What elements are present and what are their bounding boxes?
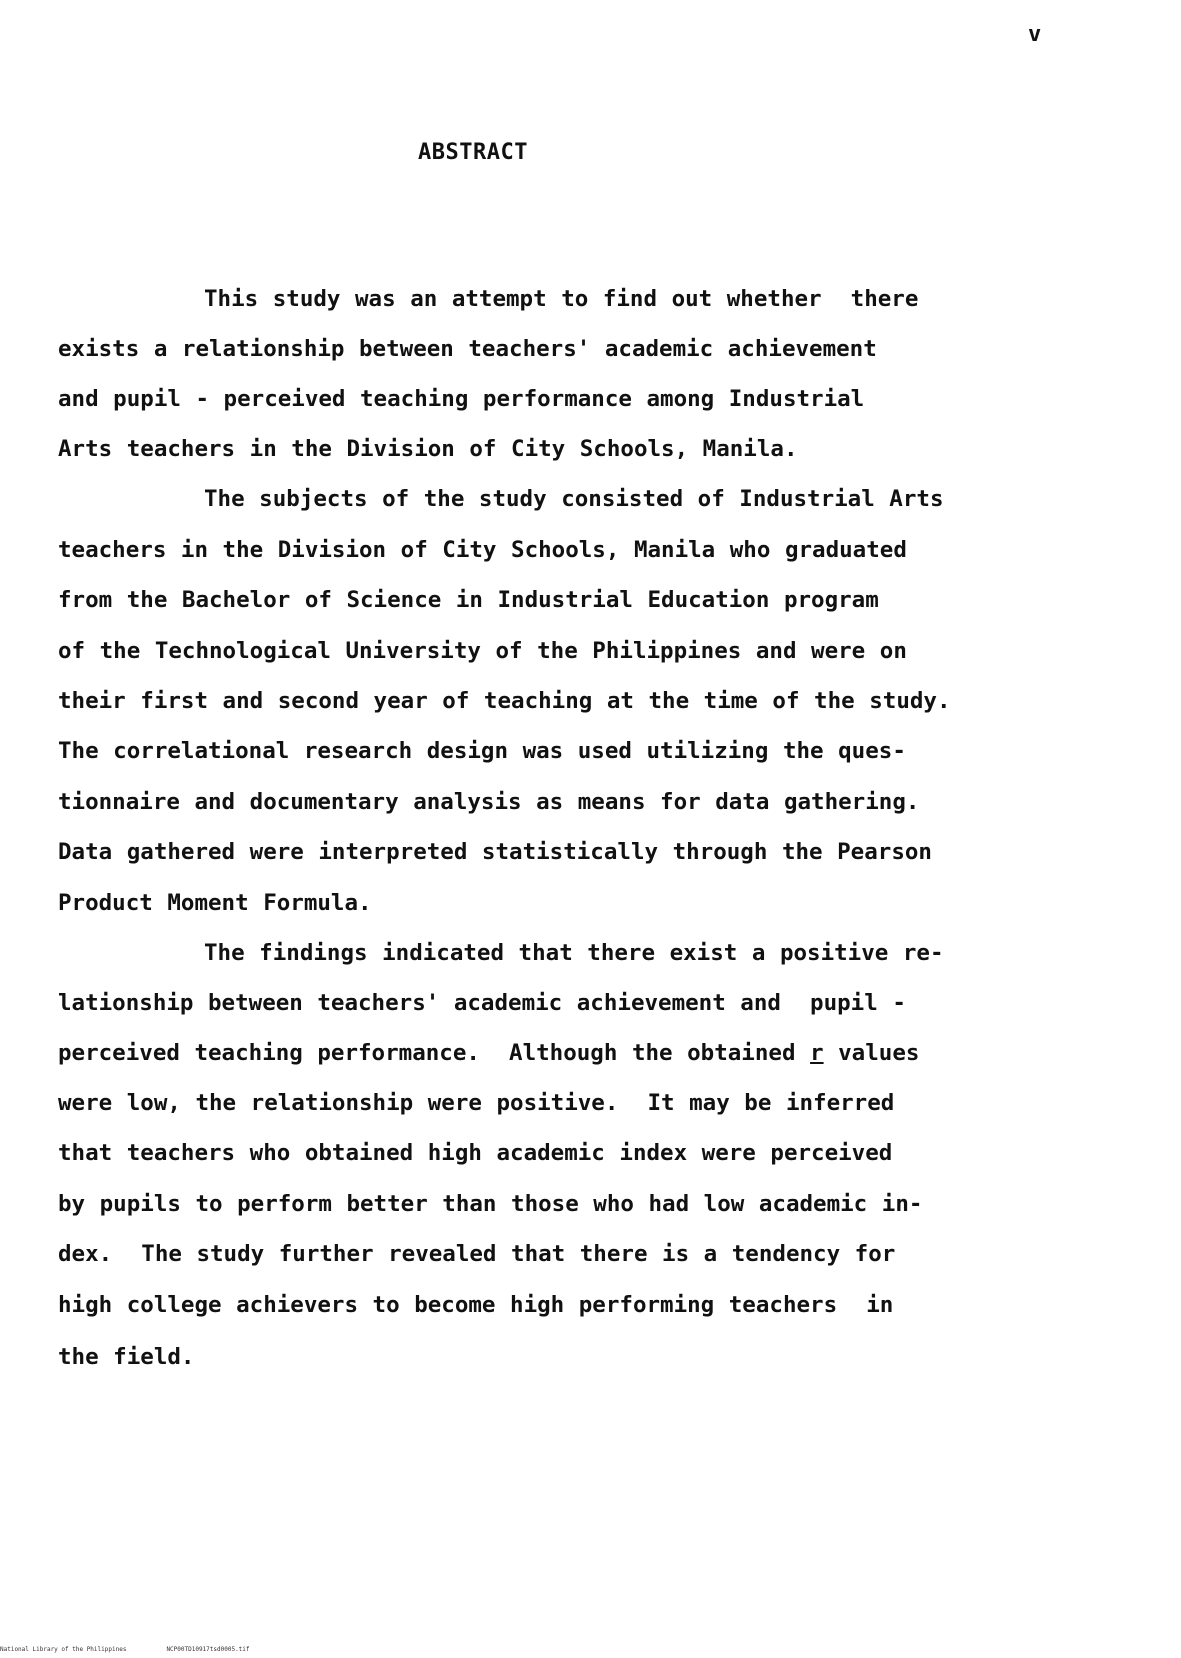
- text-line: high college achievers to become high performing teachers in: [58, 1292, 894, 1318]
- footer-file-code: NCP00TD10917tsd0005.tif: [166, 1646, 250, 1653]
- text-line: from the Bachelor of Science in Industrial Education program: [58, 587, 879, 613]
- text-line: tionnaire and documentary analysis as means for data gathering.: [58, 789, 920, 815]
- text-line: were low, the relationship were positive. It may be inferred: [58, 1090, 895, 1116]
- scan-footer: [0, 1646, 250, 1653]
- text-line: and pupil - perceived teaching performance among Industrial: [58, 386, 865, 412]
- text-line: The findings indicated that there exist a positive re-: [204, 940, 944, 966]
- text-segment: perceived teaching performance. Although the obtained: [58, 1040, 811, 1066]
- text-line: exists a relationship between teachers' academic achievement: [58, 336, 877, 362]
- text-line: of the Technological University of the Philippines and were on: [58, 638, 907, 664]
- text-line: the field.: [58, 1344, 195, 1370]
- text-line: by pupils to perform better than those who had low academic in-: [58, 1191, 923, 1217]
- page-number: v: [1028, 22, 1042, 47]
- text-line: teachers in the Division of City Schools, Manila who graduated: [58, 537, 907, 563]
- text-line: The correlational research design was used utilizing the ques-: [58, 738, 906, 764]
- footer-library: National Library of the Philippines: [0, 1646, 127, 1653]
- text-segment: values: [823, 1040, 920, 1066]
- abstract-title: ABSTRACT: [418, 140, 528, 165]
- r-variable: r: [810, 1040, 824, 1066]
- text-line: Data gathered were interpreted statistically through the Pearson: [58, 839, 932, 865]
- text-line: Arts teachers in the Division of City Schools, Manila.: [58, 436, 798, 462]
- text-line: dex. The study further revealed that there is a tendency for: [58, 1241, 896, 1267]
- text-line: This study was an attempt to find out whether there: [204, 286, 919, 312]
- text-line: their first and second year of teaching at the time of the study.: [58, 688, 951, 714]
- text-line: that teachers who obtained high academic index were perceived: [58, 1140, 893, 1166]
- text-line: The subjects of the study consisted of Industrial Arts: [204, 486, 944, 512]
- text-line: lationship between teachers' academic achievement and pupil -: [58, 990, 906, 1016]
- text-line: Product Moment Formula.: [58, 890, 372, 916]
- text-line: [58, 1042, 919, 1065]
